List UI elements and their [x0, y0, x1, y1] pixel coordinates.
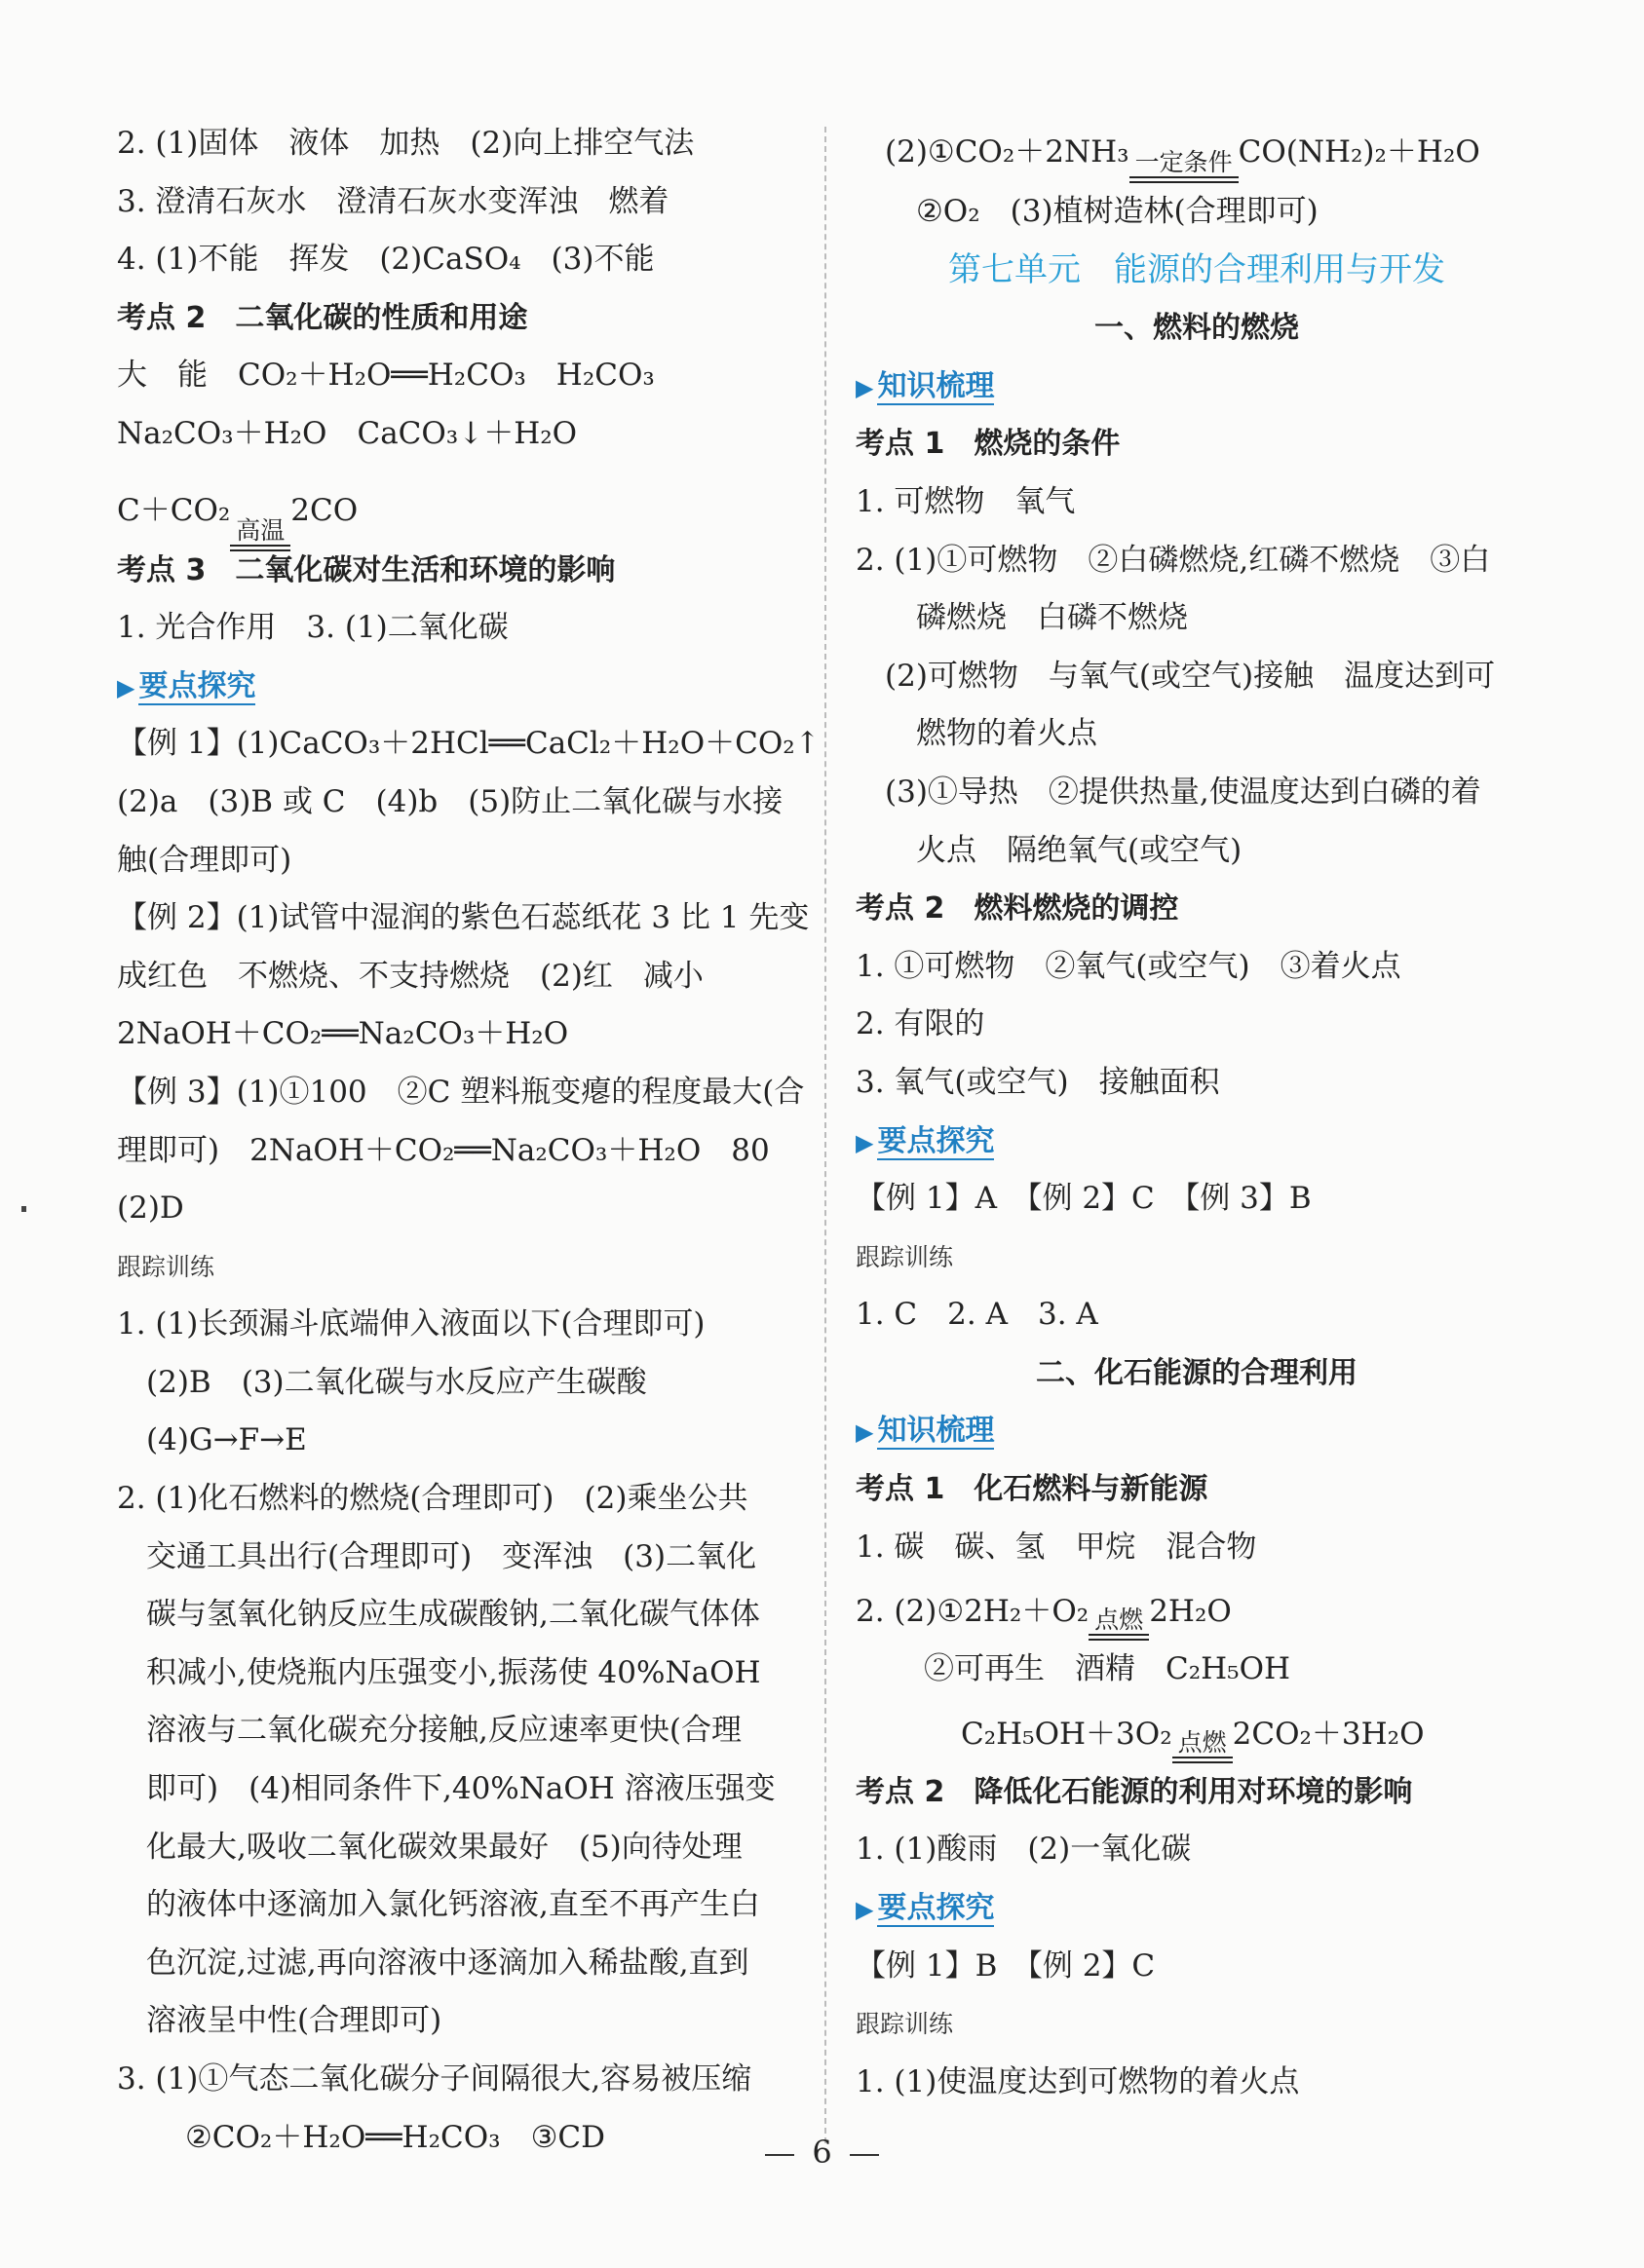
text-line: 2. 有限的: [856, 1006, 985, 1042]
subsection-label: 跟踪训练: [856, 1242, 954, 1271]
section-banner: [117, 658, 799, 716]
section-heading: 考点 1 燃烧的条件: [856, 427, 1121, 462]
text-line: 2. (1)固体 液体 加热 (2)向上排空气法: [117, 126, 695, 161]
text-line: ②O₂ (3)植树造林(合理即可): [916, 194, 1319, 229]
text-line: (4)G→F→E: [146, 1422, 307, 1458]
text-line: 1. 碳 碳、氢 甲烷 混合物: [856, 1529, 1257, 1565]
condition-label: 一定条件: [1134, 148, 1233, 176]
text-line: 4. (1)不能 挥发 (2)CaSO₄ (3)不能: [117, 242, 655, 278]
section-heading: 考点 1 化石燃料与新能源: [856, 1472, 1208, 1507]
equation-left: C＋CO₂: [117, 492, 231, 528]
triangle-icon: ▶: [856, 1896, 874, 1924]
text-line: 3. 澄清石灰水 澄清石灰水变浑浊 燃着: [117, 183, 669, 219]
subsection-label: 跟踪训练: [856, 2010, 954, 2039]
section-heading: 考点 2 二氧化碳的性质和用途: [117, 300, 528, 335]
text-line: 【例 1】B 【例 2】C: [856, 1947, 1156, 1984]
text-line: 溶液呈中性(合理即可): [146, 2003, 442, 2039]
text-line: 【例 1】(1)CaCO₃＋2HCl══CaCl₂＋H₂O＋CO₂↑: [117, 726, 821, 762]
text-line: 2. (1)①可燃物 ②白磷燃烧,红磷不燃烧 ③白: [856, 542, 1491, 578]
equals-sign: [1129, 176, 1239, 183]
text-line: 1. C 2. A 3. A: [856, 1297, 1098, 1333]
triangle-icon: ▶: [856, 373, 874, 401]
text-line: 【例 3】(1)①100 ②C 塑料瓶变瘪的程度最大(合: [117, 1074, 805, 1110]
text-line: 大 能 CO₂＋H₂O══H₂CO₃ H₂CO₃: [117, 358, 655, 394]
text-line: 1. (1)使温度达到可燃物的着火点: [856, 2063, 1300, 2099]
text-line: 燃物的着火点: [916, 716, 1097, 752]
dash-left: [765, 2154, 794, 2156]
text-line: 1. (1)酸雨 (2)一氧化碳: [856, 1832, 1192, 1868]
triangle-icon: ▶: [856, 1128, 874, 1156]
text-line: 积减小,使烧瓶内压强变小,振荡使 40%NaOH: [146, 1654, 761, 1690]
triangle-icon: ▶: [117, 673, 135, 701]
condition-label: 高温: [236, 515, 286, 545]
text-line: (2)B (3)二氧化碳与水反应产生碳酸: [146, 1364, 647, 1400]
text-line: 成红色 不燃烧、不支持燃烧 (2)红 减小: [117, 958, 704, 994]
reaction-condition: [1172, 1727, 1233, 1763]
equation-right: 2H₂O: [1149, 1594, 1232, 1630]
equals-sign: [1089, 1634, 1149, 1641]
equation-right: 2CO₂＋3H₂O: [1232, 1716, 1425, 1752]
equation-left: (2)①CO₂＋2NH₃: [885, 134, 1129, 170]
unit-title: 第七单元 能源的合理利用与开发: [948, 249, 1445, 289]
chapter-title: 一、燃料的燃烧: [1094, 311, 1299, 346]
left-column: [117, 115, 821, 2167]
text-line: 火点 隔绝氧气(或空气): [916, 832, 1243, 868]
text-line: 1. 可燃物 氧气: [856, 483, 1076, 519]
text-line: 3. 氧气(或空气) 接触面积: [856, 1064, 1220, 1100]
text-line: (2)D: [117, 1191, 184, 1227]
text-line: 【例 1】A 【例 2】C 【例 3】B: [856, 1181, 1312, 1217]
text-line: 1. ①可燃物 ②氧气(或空气) ③着火点: [856, 948, 1401, 984]
text-line: 交通工具出行(合理即可) 变浑浊 (3)二氧化: [146, 1538, 757, 1574]
text-line: ②CO₂＋H₂O══H₂CO₃ ③CD: [185, 2119, 605, 2155]
equation-line: [856, 1699, 1538, 1763]
section-banner: [856, 1113, 1538, 1171]
text-line: Na₂CO₃＋H₂O CaCO₃↓＋H₂O: [117, 415, 578, 451]
right-column: [856, 115, 1538, 2111]
text-line: ②可再生 酒精 C₂H₅OH: [924, 1651, 1291, 1687]
text-line: (2)可燃物 与氧气(或空气)接触 温度达到可: [885, 658, 1496, 694]
condition-label: 点燃: [1177, 1727, 1227, 1757]
text-line: 即可) (4)相同条件下,40%NaOH 溶液压强变: [146, 1771, 776, 1807]
equals-sign: [230, 545, 290, 551]
text-line: 3. (1)①气态二氧化碳分子间隔很大,容易被压缩: [117, 2061, 752, 2097]
subsection-label: 跟踪训练: [117, 1252, 215, 1281]
section-banner-label: 知识梳理: [877, 368, 995, 403]
section-banner-label: 要点探究: [877, 1123, 995, 1158]
reaction-condition: [1089, 1607, 1149, 1641]
triangle-icon: ▶: [856, 1418, 874, 1447]
section-heading: 考点 3 二氧化碳对生活和环境的影响: [117, 552, 616, 587]
equation-left: 2. (2)①2H₂＋O₂: [856, 1594, 1090, 1630]
reaction-condition: [230, 515, 290, 551]
text-line: 理即可) 2NaOH＋CO₂══Na₂CO₃＋H₂O 80: [117, 1132, 770, 1168]
equals-sign: [1172, 1757, 1233, 1763]
page-number-value: 6: [812, 2134, 832, 2171]
text-line: 溶液与二氧化碳充分接触,反应速率更快(合理: [146, 1713, 742, 1749]
text-line: 1. (1)长颈漏斗底端伸入液面以下(合理即可): [117, 1306, 706, 1342]
equation-left: C₂H₅OH＋3O₂: [961, 1716, 1172, 1752]
section-banner-label: 知识梳理: [877, 1414, 995, 1449]
text-line: 的液体中逐滴加入氯化钙溶液,直至不再产生白: [146, 1887, 760, 1923]
dash-right: [850, 2154, 879, 2156]
section-banner: [856, 1879, 1538, 1938]
text-line: 触(合理即可): [117, 842, 292, 878]
text-line: 碳与氢氧化钠反应生成碳酸钠,二氧化碳气体体: [146, 1597, 760, 1633]
equation-line: [117, 464, 799, 545]
text-line: (3)①导热 ②提供热量,使温度达到白磷的着: [885, 774, 1481, 810]
page-number: [0, 2134, 1644, 2171]
equation-right: 2CO: [290, 492, 359, 528]
reaction-condition: [1129, 150, 1239, 183]
equation-right: CO(NH₂)₂＋H₂O: [1238, 134, 1480, 170]
text-line: 【例 2】(1)试管中湿润的紫色石蕊纸花 3 比 1 先变: [117, 900, 810, 936]
equation-line: [856, 1576, 1538, 1641]
text-line: 2NaOH＋CO₂══Na₂CO₃＋H₂O: [117, 1016, 569, 1052]
column-divider: [824, 127, 826, 2143]
text-line: 化最大,吸收二氧化碳效果最好 (5)向待处理: [146, 1829, 743, 1865]
section-banner: [856, 1402, 1538, 1460]
text-line: 2. (1)化石燃料的燃烧(合理即可) (2)乘坐公共: [117, 1481, 748, 1517]
chapter-title: 二、化石能源的合理利用: [1036, 1355, 1357, 1390]
section-heading: 考点 2 降低化石能源的利用对环境的影响: [856, 1774, 1413, 1809]
text-line: 1. 光合作用 3. (1)二氧化碳: [117, 610, 509, 646]
section-banner: [856, 358, 1538, 416]
text-line: 色沉淀,过滤,再向溶液中逐滴加入稀盐酸,直到: [146, 1945, 749, 1981]
section-heading: 考点 2 燃料燃烧的调控: [856, 891, 1179, 926]
section-banner-label: 要点探究: [138, 668, 256, 703]
margin-mark: [21, 1206, 26, 1212]
equation-line: [856, 115, 1538, 183]
section-banner-label: 要点探究: [877, 1891, 995, 1926]
condition-label: 点燃: [1094, 1606, 1144, 1635]
text-line: (2)a (3)B 或 C (4)b (5)防止二氧化碳与水接: [117, 783, 784, 819]
text-line: 磷燃烧 白磷不燃烧: [916, 600, 1188, 636]
